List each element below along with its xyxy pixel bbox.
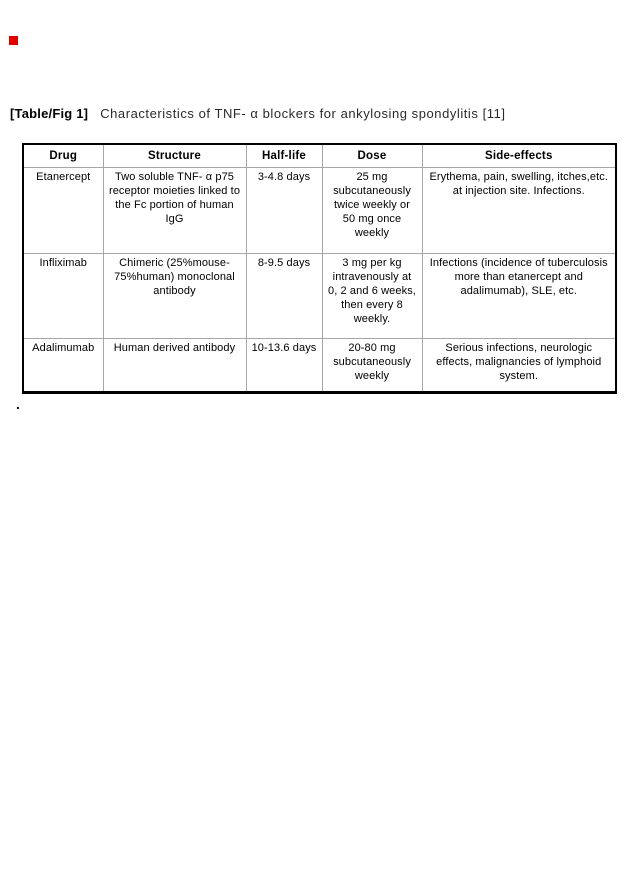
cell-drug: Etanercept	[23, 168, 103, 254]
characteristics-table	[22, 143, 617, 394]
cell-dose: 25 mg subcutaneously twice weekly or 50 mg once weekly	[322, 168, 422, 254]
cell-half-life: 3-4.8 days	[246, 168, 322, 254]
cell-drug: Adalimumab	[23, 339, 103, 393]
caption-text: Characteristics of TNF- α blockers for ankylosing spondylitis [11]	[100, 106, 506, 121]
table-row-adalimumab	[23, 339, 616, 393]
column-header-half-life: Half-life	[246, 144, 322, 168]
column-header-dose: Dose	[322, 144, 422, 168]
header-row	[23, 144, 616, 168]
cell-drug: Infliximab	[23, 254, 103, 339]
cell-side-effects: Infections (incidence of tuberculosis more than etanercept and adalimumab), SLE, etc.	[422, 254, 616, 339]
caption-label: [Table/Fig 1]	[10, 106, 89, 121]
cell-side-effects: Erythema, pain, swelling, itches,etc. at injection site. Infections.	[422, 168, 616, 254]
cell-dose: 3 mg per kg intravenously at 0, 2 and 6 weeks, then every 8 weekly.	[322, 254, 422, 339]
cell-half-life: 8-9.5 days	[246, 254, 322, 339]
cell-side-effects: Serious infections, neurologic effects, malignancies of lymphoid system.	[422, 339, 616, 393]
column-header-side-effects: Side-effects	[422, 144, 616, 168]
table-row-etanercept	[23, 168, 616, 254]
red-square-marker	[9, 36, 18, 45]
cell-half-life: 10-13.6 days	[246, 339, 322, 393]
table-row-infliximab	[23, 254, 616, 339]
cell-dose: 20-80 mg subcutaneously weekly	[322, 339, 422, 393]
cell-structure: Chimeric (25%mouse- 75%human) monoclonal antibody	[103, 254, 246, 339]
table-caption	[10, 106, 630, 121]
column-header-structure: Structure	[103, 144, 246, 168]
cell-structure: Human derived antibody	[103, 339, 246, 393]
column-header-drug: Drug	[23, 144, 103, 168]
trailing-period: .	[16, 396, 20, 412]
cell-structure: Two soluble TNF- α p75 receptor moieties linked to the Fc portion of human IgG	[103, 168, 246, 254]
